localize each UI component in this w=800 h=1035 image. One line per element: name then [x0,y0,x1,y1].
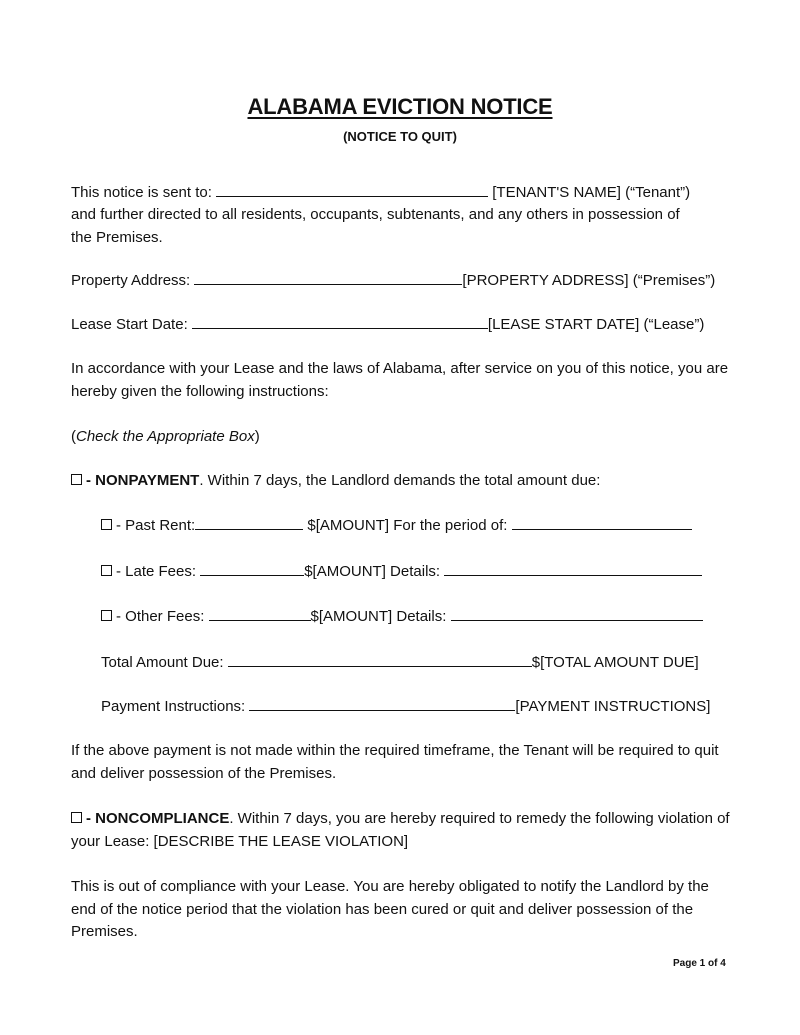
nonpayment-heading: - NONPAYMENT [86,472,200,489]
lease-start-label: Lease Start Date: [71,316,188,333]
total-due-blank[interactable] [228,652,532,667]
document-title: ALABAMA EVICTION NOTICE [247,94,553,119]
check-instruction-text: Check the Appropriate Box [76,428,255,445]
late-fees-blank[interactable] [200,561,304,576]
sent-to-continuation: and further directed to all residents, occupants, subtenants, and any others in possession of the Premises. [71,206,680,246]
past-rent-checkbox[interactable] [101,519,112,530]
property-address-label: Property Address: [71,272,191,289]
late-fees-details-blank[interactable] [444,561,702,576]
other-fees-details-blank[interactable] [451,606,703,621]
payment-instructions-row [101,696,710,719]
lease-start-row [71,314,704,337]
check-instruction-open: ( [71,428,76,445]
past-rent-blank[interactable] [195,515,303,530]
tenant-name-placeholder: [TENANT'S NAME] (“Tenant”) [492,184,691,201]
other-fees-amount: $[AMOUNT] Details: [310,608,447,625]
other-fees-blank[interactable] [209,606,311,621]
other-fees-row [101,606,703,629]
check-instruction-close: ) [254,428,260,445]
lease-start-placeholder: [LEASE START DATE] (“Lease”) [487,316,705,333]
sent-to-label: This notice is sent to: [71,184,212,201]
noncompliance-checkbox[interactable] [71,812,82,823]
check-instruction [71,426,260,449]
lease-start-blank[interactable] [192,314,488,329]
sent-to-row [71,182,690,205]
tenant-name-blank[interactable] [216,182,488,197]
property-address-blank[interactable] [194,270,462,285]
nonpayment-closing: If the above payment is not made within the required timeframe, the Tenant will be required to quit and deliver possession of the Premises. [71,742,719,782]
property-address-row [71,270,715,293]
total-due-placeholder: $[TOTAL AMOUNT DUE] [531,654,699,671]
intro-paragraph: In accordance with your Lease and the laws of Alabama, after service on you of this notice, you are hereby given the following instructions: [71,360,729,400]
late-fees-label: - Late Fees: [116,563,197,580]
payment-instructions-blank[interactable] [249,696,515,711]
noncompliance-heading: - NONCOMPLIANCE [86,810,230,827]
past-rent-amount: $[AMOUNT] For the period of: [307,517,508,534]
late-fees-checkbox[interactable] [101,565,112,576]
noncompliance-closing: This is out of compliance with your Lease. You are hereby obligated to notify the Landlord by the end of the notice period that the violation has been cured or quit and deliver possession of the Premises. [71,878,709,940]
other-fees-label: - Other Fees: [116,608,205,625]
past-rent-row [101,515,692,538]
past-rent-period-blank[interactable] [512,515,692,530]
noncompliance-text: . Within 7 days, you are hereby required to remedy the following violation of your Lease: [DESCRIBE THE LEASE VIOLATION] [71,810,730,850]
past-rent-label: - Past Rent: [116,517,196,534]
document-subtitle: (NOTICE TO QUIT) [343,129,457,144]
total-due-label: Total Amount Due: [101,654,224,671]
property-address-placeholder: [PROPERTY ADDRESS] (“Premises”) [462,272,716,289]
other-fees-checkbox[interactable] [101,610,112,621]
noncompliance-row [71,808,736,853]
late-fees-row [101,561,702,584]
payment-instructions-placeholder: [PAYMENT INSTRUCTIONS] [515,698,711,715]
late-fees-amount: $[AMOUNT] Details: [304,563,441,580]
payment-instructions-label: Payment Instructions: [101,698,246,715]
nonpayment-row [71,470,600,493]
page-number: Page 1 of 4 [673,958,726,969]
total-due-row [101,652,699,675]
nonpayment-text: . Within 7 days, the Landlord demands the total amount due: [199,472,601,489]
nonpayment-checkbox[interactable] [71,474,82,485]
